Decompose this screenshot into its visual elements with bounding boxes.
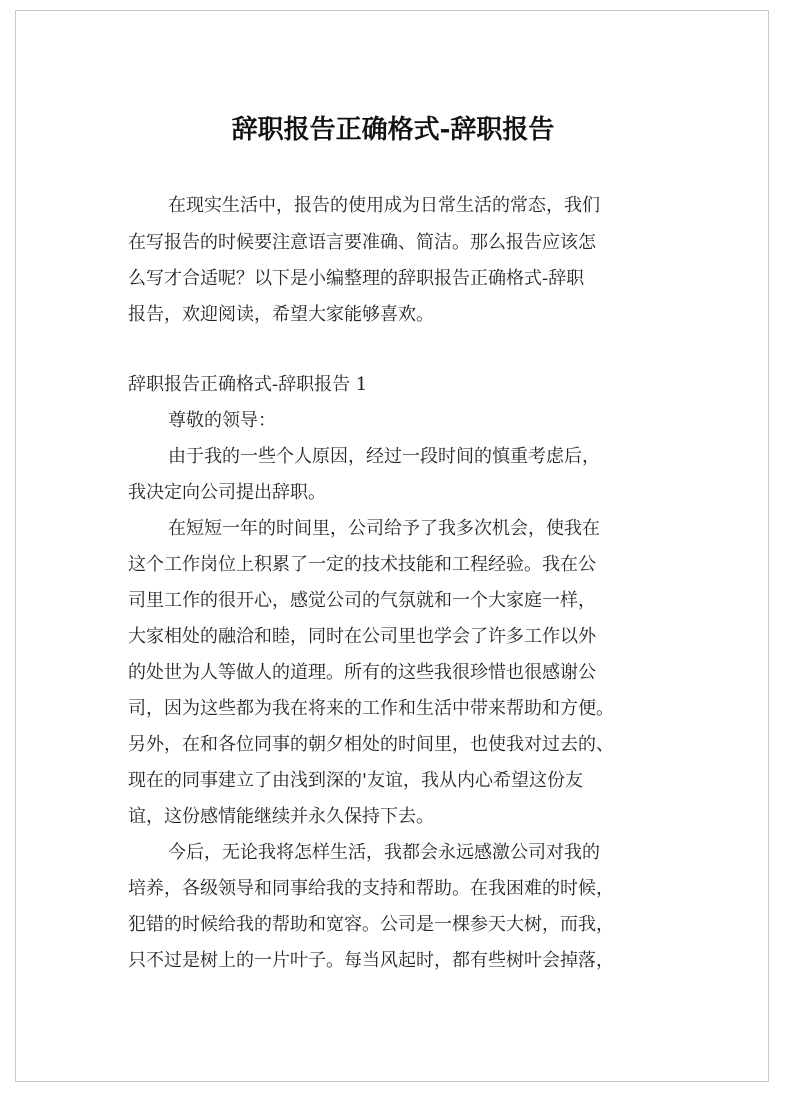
intro-line-3: 么写才合适呢？以下是小编整理的辞职报告正确格式-辞职 [128,268,585,289]
para2-line-2: 这个工作岗位上积累了一定的技术技能和工程经验。我在公 [128,554,596,575]
salutation: 尊敬的领导： [168,410,276,431]
intro-line-4: 报告，欢迎阅读，希望大家能够喜欢。 [128,304,434,325]
intro-line-1: 在现实生活中，报告的使用成为日常生活的常态，我们 [168,195,600,216]
para1-line-2: 我决定向公司提出辞职。 [128,482,326,503]
para3-line-2: 培养，各级领导和同事给我的支持和帮助。在我困难的时候， [128,878,614,899]
para2-line-3: 司里工作的很开心，感觉公司的气氛就和一个大家庭一样， [128,590,596,611]
para3-line-3: 犯错的时候给我的帮助和宽容。公司是一棵参天大树，而我， [128,914,614,935]
document-title: 辞职报告正确格式-辞职报告 [231,115,555,145]
para2-line-6: 司，因为这些都为我在将来的工作和生活中带来帮助和方便。 [128,698,614,719]
para2-line-5: 的处世为人等做人的道理。所有的这些我很珍惜也很感谢公 [128,662,596,683]
intro-line-2: 在写报告的时候要注意语言要准确、简洁。那么报告应该怎 [128,232,596,253]
para2-line-7: 另外，在和各位同事的朝夕相处的时间里，也使我对过去的、 [128,734,614,755]
para3-line-1: 今后，无论我将怎样生活，我都会永远感激公司对我的 [168,842,600,863]
section-heading: 辞职报告正确格式-辞职报告 1 [128,374,368,395]
para2-line-1: 在短短一年的时间里，公司给予了我多次机会，使我在 [168,518,600,539]
document-page [15,10,769,1082]
para2-line-4: 大家相处的融洽和睦，同时在公司里也学会了许多工作以外 [128,626,596,647]
para1-line-1: 由于我的一些个人原因，经过一段时间的慎重考虑后， [168,446,600,467]
para2-line-8: 现在的同事建立了由浅到深的'友谊，我从内心希望这份友 [128,770,583,791]
para3-line-4: 只不过是树上的一片叶子。每当风起时，都有些树叶会掉落， [128,950,614,971]
para2-line-9: 谊，这份感情能继续并永久保持下去。 [128,806,434,827]
